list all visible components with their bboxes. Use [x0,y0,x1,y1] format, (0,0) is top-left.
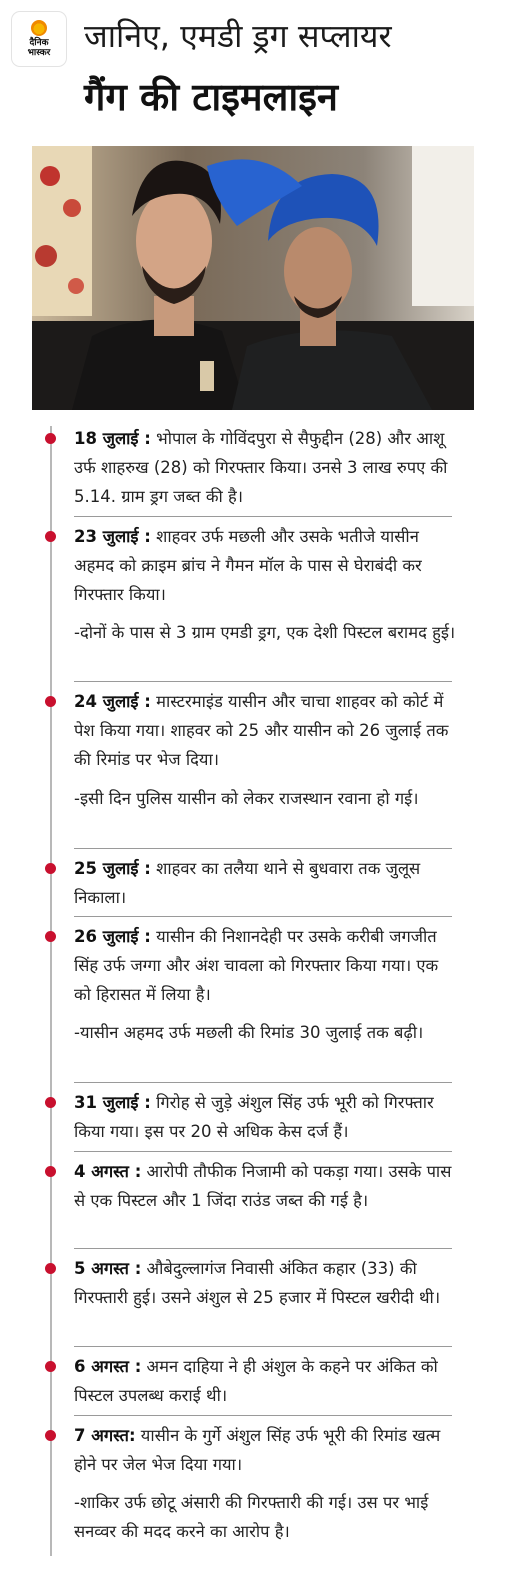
entry-text: शाहवर उर्फ मछली और उसके भतीजे यासीन अहमद को क्राइम ब्रांच ने गैमन मॉल के पास से घेराबंदी कर गिरफ्तार किया। [74,527,422,604]
timeline-entry-18-july [74,424,460,511]
timeline-entry-26-july [74,922,460,1009]
separator [74,1082,452,1083]
timeline-bullet [45,1430,56,1441]
entry-text: यासीन की निशानदेही पर उसके करीबी जगजीत सिंह उर्फ जग्गा और अंश चावला को गिरफ्तार किया गया। एक को हिरासत में लिया है। [74,927,439,1004]
separator [74,1248,452,1249]
entry-date: 23 जुलाई : [74,527,151,546]
entry-date: 18 जुलाई : [74,429,151,448]
timeline-bullet [45,863,56,874]
separator [74,516,452,517]
timeline-entry-4-august [74,1157,460,1215]
entry-date: 31 जुलाई : [74,1093,151,1112]
timeline-bullet [45,433,56,444]
entry-text: गिरोह से जुड़े अंशुल सिंह उर्फ भूरी को गिरफ्तार किया गया। इस पर 20 से अधिक केस दर्ज हैं। [74,1093,434,1141]
separator [74,1415,452,1416]
entry-date: 24 जुलाई : [74,692,151,711]
logo-text-line2: भास्कर [27,48,51,58]
entry-text: यासीन के गुर्गे अंशुल सिंह उर्फ भूरी की रिमांड खत्म होने पर जेल भेज दिया गया। [74,1426,441,1474]
timeline-bullet [45,1166,56,1177]
timeline-bullet [45,1263,56,1274]
separator [74,916,452,917]
timeline-entry-24-july-note: -इसी दिन पुलिस यासीन को लेकर राजस्थान रवाना हो गई। [74,789,419,808]
entry-date: 26 जुलाई : [74,927,151,946]
photo-illustration [32,146,474,410]
timeline-entry-7-august [74,1421,460,1479]
entry-date: 25 जुलाई : [74,859,151,878]
entry-text: भोपाल के गोविंदपुरा से सैफुद्दीन (28) और आशू उर्फ शाहरुख (28) को गिरफ्तार किया। उनसे 3 लाख रुपए की 5.14. ग्राम ड्रग जब्त की है। [74,429,448,506]
entry-date: 5 अगस्त : [74,1259,142,1278]
entry-text: औबेदुल्लागंज निवासी अंकित कहार (33) की गिरफ्तारी हुई। उसने अंशुल से 25 हजार में पिस्टल खरीदी थी। [74,1259,441,1307]
entry-text: अमन दाहिया ने ही अंशुल के कहने पर अंकित को पिस्टल उपलब्ध कराई थी। [74,1357,438,1405]
entry-text: आरोपी तौफीक निजामी को पकड़ा गया। उसके पास से एक पिस्टल और 1 जिंदा राउंड जब्त की गई है। [74,1162,452,1210]
photo-of-two-men [32,146,474,410]
separator [74,1346,452,1347]
entry-text: मास्टरमाइंड यासीन और चाचा शाहवर को कोर्ट में पेश किया गया। शाहवर को 25 और यासीन को 26 जुलाई तक की रिमांड पर भेज दिया। [74,692,449,769]
timeline-entry-6-august [74,1352,460,1410]
timeline-entry-23-july-note: -दोनों के पास से 3 ग्राम एमडी ड्रग, एक देशी पिस्टल बरामद हुई। [74,623,456,642]
entry-date: 6 अगस्त : [74,1357,142,1376]
timeline-entry-7-august-note: -शाकिर उर्फ छोटू अंसारी की गिरफ्तारी की गई। उस पर भाई सनव्वर की मदद करने का आरोप है। [74,1493,429,1541]
timeline-rail [50,426,52,1556]
separator [74,848,452,849]
separator [74,1151,452,1152]
page-title-line1: जानिए, एमडी ड्रग सप्लायर [84,17,392,55]
timeline-bullet [45,931,56,942]
separator [74,681,452,682]
timeline-bullet [45,1361,56,1372]
timeline-entry-23-july [74,522,460,609]
page-title-line2: गैंग की टाइमलाइन [84,75,339,119]
entry-date: 4 अगस्त : [74,1162,142,1181]
entry-text: शाहवर का तलैया थाने से बुधवारा तक जुलूस निकाला। [74,859,421,907]
sun-logo-icon [31,20,47,36]
timeline-entry-26-july-note: -यासीन अहमद उर्फ मछली की रिमांड 30 जुलाई तक बढ़ी। [74,1023,424,1042]
dainik-bhaskar-logo[interactable] [12,12,66,66]
header [0,0,512,140]
timeline-entry-31-july [74,1088,460,1146]
timeline-bullet [45,1097,56,1108]
timeline-bullet [45,531,56,542]
timeline-bullet [45,696,56,707]
timeline-entry-5-august [74,1254,460,1312]
timeline-entry-24-july [74,687,460,774]
timeline-entry-25-july [74,854,460,912]
logo-text-line1: दैनिक [29,38,49,48]
entry-date: 7 अगस्त: [74,1426,136,1445]
